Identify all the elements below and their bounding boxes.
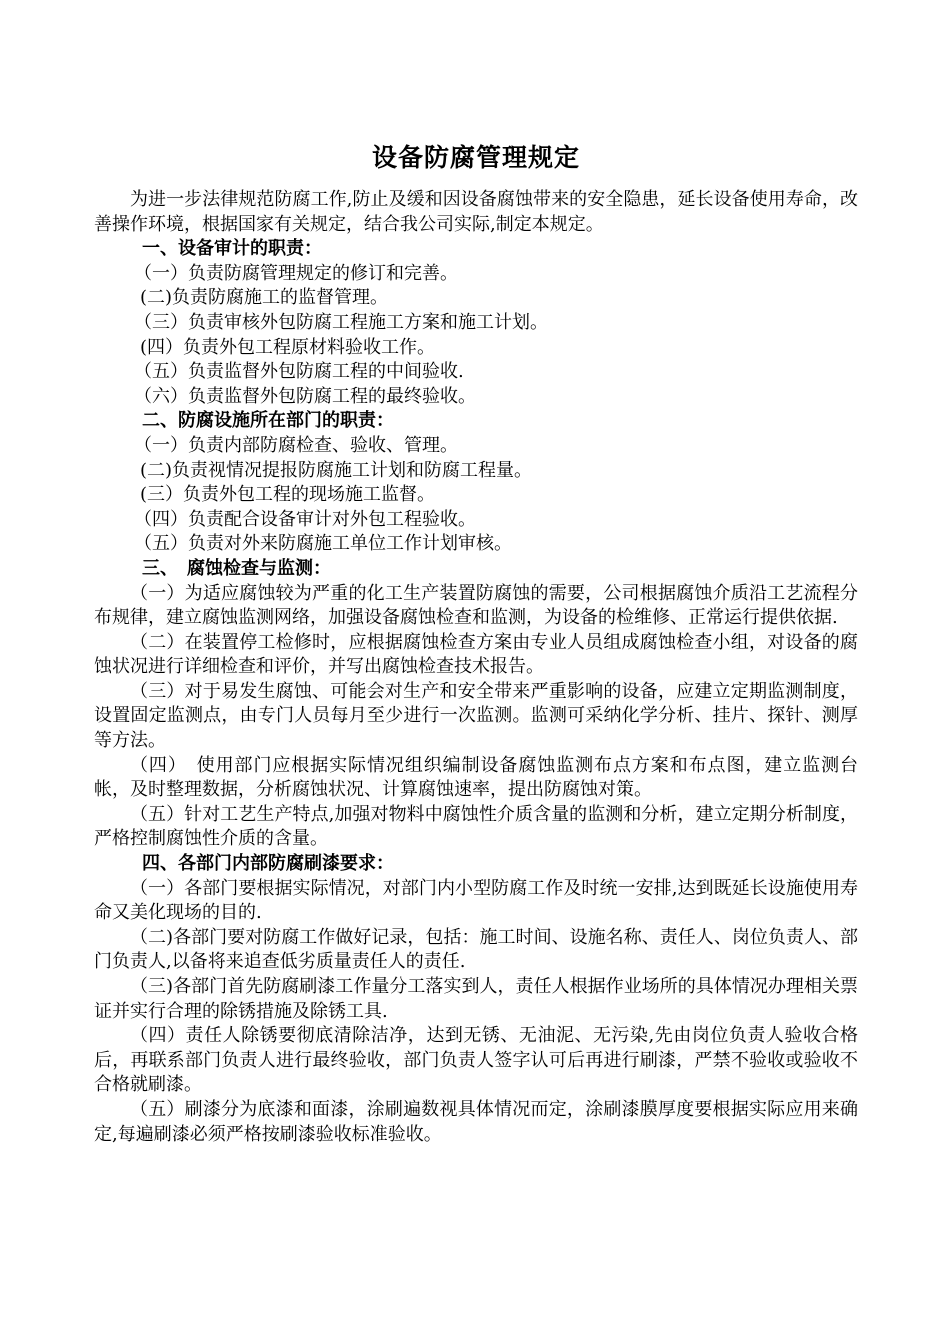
list-item: （四）负责配合设备审计对外包工程验收。 (134, 508, 476, 530)
list-item: （一）负责防腐管理规定的修订和完善。 (134, 262, 458, 284)
body-paragraph: （三)各部门首先防腐刷漆工作量分工落实到人，责任人根据作业场所的具体情况办理相关票证并实行合理的除锈措施及除锈工具. (94, 976, 858, 1022)
section-heading: 四、各部门内部防腐刷漆要求： (142, 853, 394, 875)
document-title: 设备防腐管理规定 (371, 143, 580, 172)
section-heading: 一、设备审计的职责： (142, 238, 322, 260)
body-paragraph: （一）为适应腐蚀较为严重的化工生产装置防腐蚀的需要，公司根据腐蚀介质沿工艺流程分布规律，建立腐蚀监测网络，加强设备腐蚀检查和监测，为设备的检维修、正常运行提供依据. (94, 582, 858, 629)
body-paragraph: （四） 使用部门应根据实际情况组织编制设备腐蚀监测布点方案和布点图，建立监测台帐，及时整理数据，分析腐蚀状况、计算腐蚀速率，提出防腐蚀对策。 (94, 754, 858, 801)
body-paragraph: （三）对于易发生腐蚀、可能会对生产和安全带来严重影响的设备，应建立定期监测制度，设置固定监测点，由专门人员每月至少进行一次监测。监测可采纳化学分析、挂片、探针、测厚等方法。 (94, 680, 858, 752)
list-item: (四）负责外包工程原材料验收工作。 (140, 336, 436, 358)
body-paragraph: （二）在装置停工检修时，应根据腐蚀检查方案由专业人员组成腐蚀检查小组，对设备的腐蚀状况进行详细检查和评价，并写出腐蚀检查技术报告。 (94, 631, 858, 678)
list-item: （三）负责审核外包防腐工程施工方案和施工计划。 (134, 311, 548, 333)
list-item: (三）负责外包工程的现场施工监督。 (140, 484, 436, 506)
list-item: （五）负责对外来防腐施工单位工作计划审核。 (134, 533, 512, 555)
list-item: （六）负责监督外包防腐工程的最终验收。 (134, 385, 476, 407)
list-item: （五）负责监督外包防腐工程的中间验收. (134, 361, 464, 383)
body-paragraph: （二)各部门要对防腐工作做好记录，包括：施工时间、设施名称、责任人、岗位负责人、部门负责人,以备将来追查低劣质量责任人的责任. (94, 926, 858, 973)
section-heading: 二、防腐设施所在部门的职责： (142, 410, 394, 432)
body-paragraph: （五）针对工艺生产特点,加强对物料中腐蚀性介质含量的监测和分析，建立定期分析制度，严格控制腐蚀性介质的含量。 (94, 803, 858, 850)
intro-paragraph: 为进一步法律规范防腐工作,防止及缓和因设备腐蚀带来的安全隐患，延长设备使用寿命，改善操作环境，根据国家有关规定，结合我公司实际,制定本规定。 (94, 189, 858, 235)
list-item: （一）负责内部防腐检查、验收、管理。 (134, 434, 458, 456)
body-paragraph: （四）责任人除锈要彻底清除洁净，达到无锈、无油泥、无污染,先由岗位负责人验收合格后，再联系部门负责人进行最终验收，部门负责人签字认可后再进行刷漆，严禁不验收或验收不合格就刷漆。 (94, 1025, 858, 1096)
list-item: (二)负责防腐施工的监督管理。 (140, 287, 389, 309)
body-paragraph: （五）刷漆分为底漆和面漆，涂刷遍数视具体情况而定，涂刷漆膜厚度要根据实际应用来确定,每遍刷漆必须严格按刷漆验收标准验收。 (94, 1098, 858, 1145)
section-heading: 三、 腐蚀检查与监测： (142, 557, 331, 579)
body-paragraph: （一）各部门要根据实际情况，对部门内小型防腐工作及时统一安排,达到既延长设施使用寿命又美化现场的目的. (94, 877, 858, 924)
list-item: (二)负责视情况提报防腐施工计划和防腐工程量。 (140, 459, 533, 481)
document-body (94, 188, 858, 1147)
